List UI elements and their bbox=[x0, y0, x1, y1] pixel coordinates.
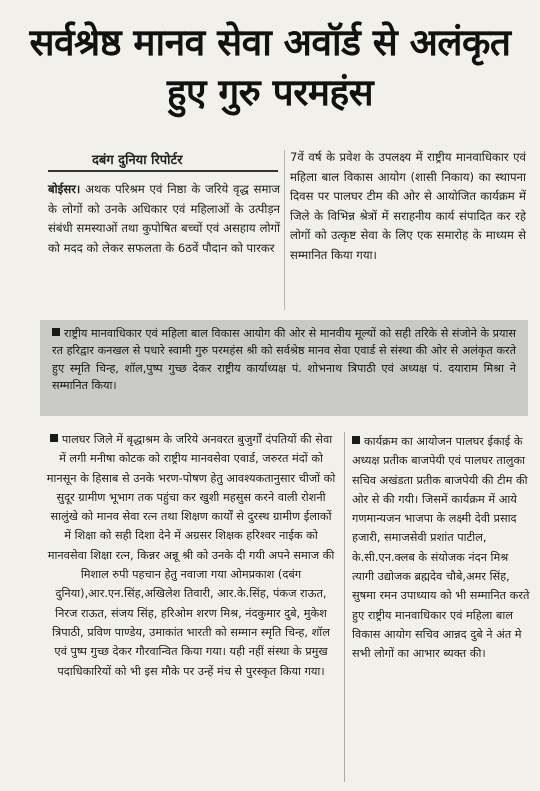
bullet-square-icon bbox=[352, 436, 360, 444]
column-divider bbox=[344, 432, 345, 782]
intro-column bbox=[48, 180, 280, 258]
byline-rule bbox=[48, 170, 278, 172]
headline: सर्वश्रेष्ठ मानव सेवा अवॉर्ड से अलंकृत हुए गुरु परमहंस bbox=[29, 21, 511, 114]
continuation-column: 7वें वर्ष के प्रवेश के उपलक्ष्य में राष्ट्रीय मानवाधिकार एवं महिला बाल विकास आयोग (शासी निकाय) का स्थापना दिवस पर पालघर टीम की ओर से आयोजित कार्यक्रम में जिले के विभिन्न श्रेत्रों में सराहनीय कार्य संपादित कर रहे लोगों को उत्कृष्ट सेवा के लिए एक समारोह के माध्यम से सम्मानित किया गया। bbox=[290, 150, 526, 262]
intro-text: अथक परिश्रम एवं निष्ठा के जरिये वृद्ध समाज के लोगों को उनके अधिकार एवं महिलाओं के उत्पीड़न संबंधी समस्याओं तथा कुपोषित बच्चों एवं असहाय लोगों को मदद को लेकर सफलता के 6ठवें पौदान को पारकर bbox=[48, 182, 280, 255]
byline: दबंग दुनिया रिपोर्टर bbox=[92, 153, 183, 168]
body-left-text: पालघर जिले में बृद्धाश्रम के जरिये अनवरत बुजुर्गों दंपतियों की सेवा में लगी मनीषा कोटक को राष्ट्रीय मानवसेवा एवार्ड, जरुरत मंदों को मानसून के हिसाब से उनके भरण-पोषण हेतु आवश्यकतानुसार चीजों को सुदूर ग्रामीण भूभाग तक पहुंचा कर खुशी महसुस करने वाली रोशनी सालुंखे को मानव सेवा रत्न तथा शिक्षण कार्यों से दुरस्थ ग्रामीण ईलाकों में शिक्षा को सही दिशा देने में अग्रसर शिक्षक हरिश्वर नाईक को मानवसेवा शिक्षा रत्न, किन्नर अन्नू श्री को उनके दी गयी अपने समाज की मिशाल रुपी पहचान हेतु नवाजा गया ओमप्रकाश (दबंग दुनिया),आर.एन.सिंह,अखिलेश तिवारी, आर.के.सिंह, पंकज राऊत, निरज राऊत, संजय सिंह, हरिओम शरण मिश्र, नंदकुमार दुबे, मुकेश त्रिपाठी, प्रविण पाण्डेय, उमाकांत भारती को सम्मान स्मृति चिन्ह, शॉल एवं पुष्प गुच्छ देकर गौरवान्वित किया गया। यही नहीं संस्था के प्रमुख पदाधिकारियों को भी इस मौके पर उन्हें मंच से पुरस्कृत किया गया। bbox=[46, 433, 336, 678]
bullet-square-icon bbox=[50, 434, 58, 442]
body-right-column bbox=[352, 432, 530, 664]
body-right-text: कार्यक्रम का आयोजन पालघर ईकाई के अध्यक्ष प्रतीक बाजपेयी एवं पालघर तालुका सचिव अखंडता प्रतीक बाजपेयी की टीम की ओर से की गयी। जिसमें कार्यक्रम में आये गणमान्यजन भाजपा के लक्ष्मी देवी प्रसाद हजारी, समाजसेवी प्रशांत पाटील, के.सी.एन.क्लब के संयोजक नंदन मिश्र त्यागी उद्योजक ब्रह्मदेव चौबे,अमर सिंह, सुषमा रमन उपाध्याय को भी सम्मानित करते हुए राष्ट्रीय मानवाधिकार एवं महिला बाल विकास आयोग सचिव आन्नद दुबे ने अंत मे सभी लोगों का आभार ब्यक्त की। bbox=[352, 435, 530, 661]
bullet-square-icon bbox=[52, 328, 60, 336]
photo-caption-box bbox=[40, 320, 528, 416]
photo-caption: राष्ट्रीय मानवाधिकार एवं महिला बाल विकास आयोग की ओर से मानवीय मूल्यों को सही तरिके से संजोने के प्रयास रत हरिद्वार कनखल से पधारे स्वामी गुरु परमहंस श्री को सर्वश्रेष्ठ मानव सेवा एवार्ड से संस्था की ओर से अलंकृत करते हुए स्मृति चिन्ह, शॉल,पुष्प गुच्छ देकर राष्ट्रीय कार्याध्यक्ष पं. शोभनाथ त्रिपाठी एवं अध्यक्ष पं. दयाराम मिश्रा ने सम्मानित किया। bbox=[52, 327, 516, 393]
body-left-column bbox=[46, 430, 336, 681]
dateline: बोईसर। bbox=[48, 182, 81, 196]
column-divider bbox=[284, 150, 285, 310]
